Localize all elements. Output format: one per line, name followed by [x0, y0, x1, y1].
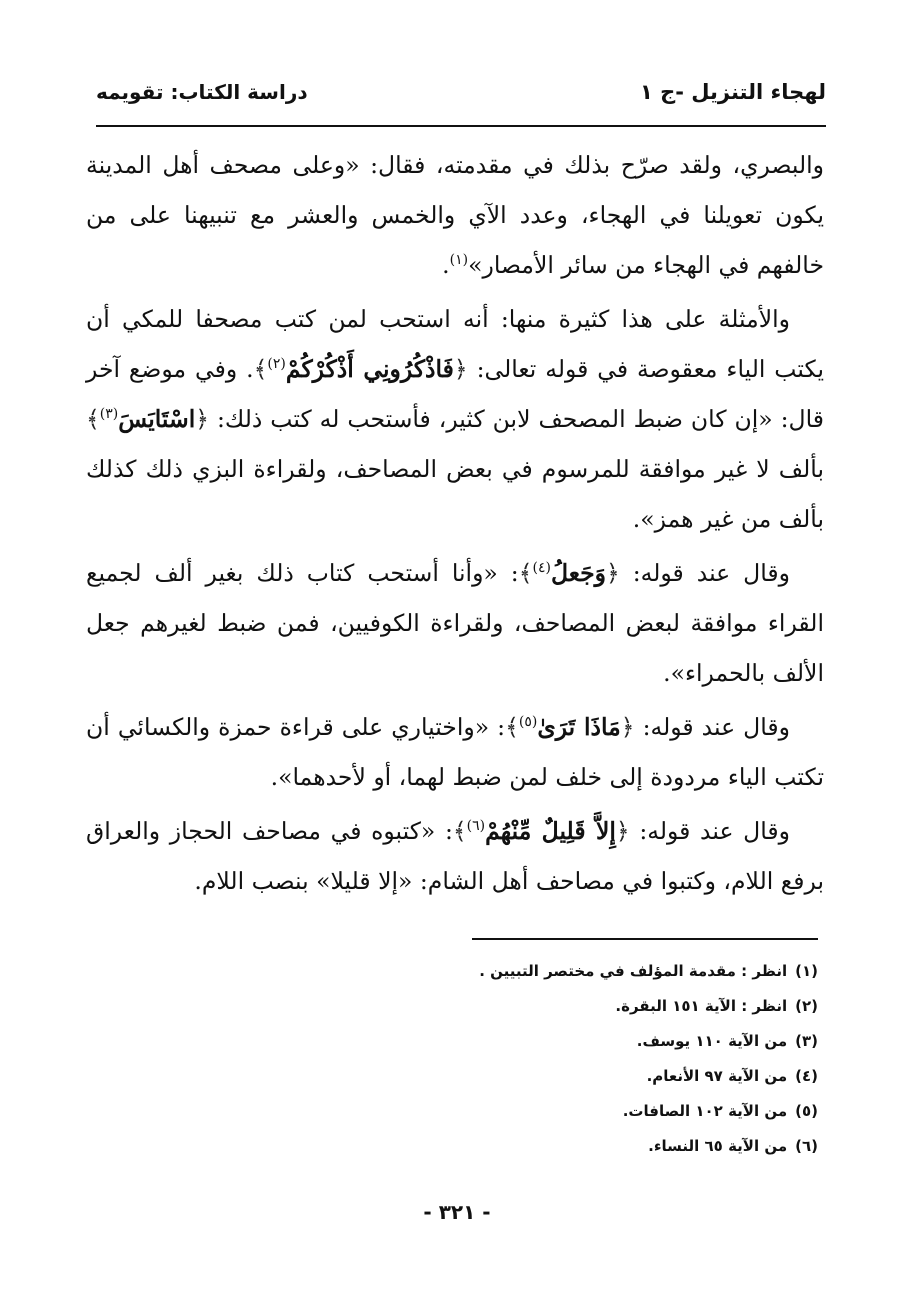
paragraph-3-text-b: : «وأنا أستحب كتاب ذلك بغير ألف لجميع القراء موافقة لبعض المصاحف، ولقراءة الكوفيين، فمن ضبط لغيرهم جعل الألف بالحمراء».: [86, 559, 824, 687]
quran-verse-3: وَجَعلُ: [550, 559, 606, 587]
quran-bracket-close-5: ﴾: [452, 817, 467, 845]
page-number: - ٣٢١ -: [423, 1200, 491, 1224]
footnote-6: [298, 1129, 818, 1164]
quran-bracket-close-2: ﴾: [86, 405, 100, 433]
paragraph-2-text-b: . وفي موضع آخر قال: «إن كان ضبط المصحف لابن كثير، فأستحب له كتب ذلك:: [86, 355, 824, 433]
quran-bracket-close-4: ﴾: [505, 713, 519, 741]
chapter-title-header: دراسة الكتاب: تقويمه: [96, 80, 308, 104]
book-title-header: لهجاء التنزيل -ج ١: [639, 80, 826, 104]
footnote-divider: [472, 938, 818, 940]
footnote-text: من الآية ١٠٢ الصافات.: [622, 1102, 788, 1120]
paragraph-5-text-a: وقال عند قوله:: [629, 817, 790, 845]
footnote-ref-4: (٤): [532, 560, 551, 577]
footnote-ref-6: (٦): [466, 818, 486, 835]
quran-bracket-open-4: ﴿: [620, 713, 635, 741]
paragraph-3: [86, 548, 824, 698]
footnote-3: [298, 1024, 818, 1059]
paragraph-4-text-b: : «واختياري على قراءة حمزة والكسائي أن تكتب الياء مردودة إلى خلف لمن ضبط لهما، أو لأحدهما».: [86, 713, 824, 791]
footnote-5: [298, 1094, 818, 1129]
quran-bracket-open-2: ﴿: [195, 405, 210, 433]
paragraph-2: [86, 294, 824, 544]
footnote-number: (٣): [795, 1032, 818, 1050]
footnote-ref-2: (٢): [267, 356, 286, 373]
footnote-text: من الآية ٩٧ الأنعام.: [646, 1067, 788, 1085]
quran-verse-4: مَاذَا تَرَىٰ: [537, 713, 621, 741]
paragraph-2-text-a: والأمثلة على هذا كثيرة منها: أنه استحب لمن كتب مصحفا للمكي أن يكتب الياء معقوصة في قوله تعالى:: [86, 305, 824, 383]
header-divider: [96, 125, 826, 127]
footnote-ref-3: (٣): [99, 406, 119, 423]
paragraph-5-text-b: : «كتبوه في مصاحف الحجاز والعراق برفع اللام، وكتبوا في مصاحف أهل الشام: «إلا قليلا» بنصب اللام.: [86, 817, 824, 895]
footnote-4: [298, 1059, 818, 1094]
quran-verse-2: اسْتَايَسَ: [118, 405, 196, 433]
footnote-number: (٥): [795, 1102, 818, 1120]
paragraph-2-text-c: بألف لا غير موافقة للمرسوم في بعض المصاحف، ولقراءة البزي ذلك كذلك بألف من غير همز».: [86, 455, 824, 533]
paragraph-1-text: والبصري، ولقد صرّح بذلك في مقدمته، فقال: «وعلى مصحف أهل المدينة يكون تعويلنا في الهجاء، وعدد الآي والخمس والعشر مع تنبيهنا على من خالفهم في الهجاء من سائر الأمصار»: [86, 151, 824, 279]
quran-bracket-open-5: ﴿: [615, 817, 630, 845]
quran-verse-5: إِلاَّ قَلِيلٌ مِّنْهُمْ: [485, 817, 616, 845]
footnote-number: (١): [795, 962, 818, 980]
footnote-1: [298, 954, 818, 989]
footnote-ref-5: (٥): [518, 714, 538, 731]
paragraph-4: [86, 702, 824, 802]
quran-bracket-open-3: ﴿: [605, 559, 620, 587]
footnote-text: من الآية ٦٥ النساء.: [648, 1137, 788, 1155]
footnote-number: (٤): [795, 1067, 818, 1085]
paragraph-1: [86, 140, 824, 290]
footnote-text: انظر : الآية ١٥١ البقرة.: [615, 997, 788, 1015]
quran-bracket-close-3: ﴾: [518, 559, 533, 587]
footnote-ref-1: (١): [449, 252, 469, 269]
footnote-text: من الآية ١١٠ يوسف.: [636, 1032, 788, 1050]
footnotes: [298, 954, 818, 1164]
footnote-2: [298, 989, 818, 1024]
footnote-text: انظر : مقدمة المؤلف في مختصر التبيين .: [479, 962, 788, 980]
paragraph-5: [86, 806, 824, 906]
paragraph-3-text-a: وقال عند قوله:: [619, 559, 790, 587]
footnote-number: (٢): [795, 997, 818, 1015]
paragraph-4-text-a: وقال عند قوله:: [634, 713, 791, 741]
quran-verse-1: فَاذْكُرُونِي أَذْكُرْكُمْ: [285, 355, 454, 383]
main-text: [86, 140, 824, 910]
running-header: [96, 78, 826, 118]
footnote-number: (٦): [795, 1137, 818, 1155]
quran-bracket-open: ﴿: [453, 355, 468, 383]
paragraph-1-end: .: [442, 251, 450, 279]
quran-bracket-close: ﴾: [253, 355, 268, 383]
